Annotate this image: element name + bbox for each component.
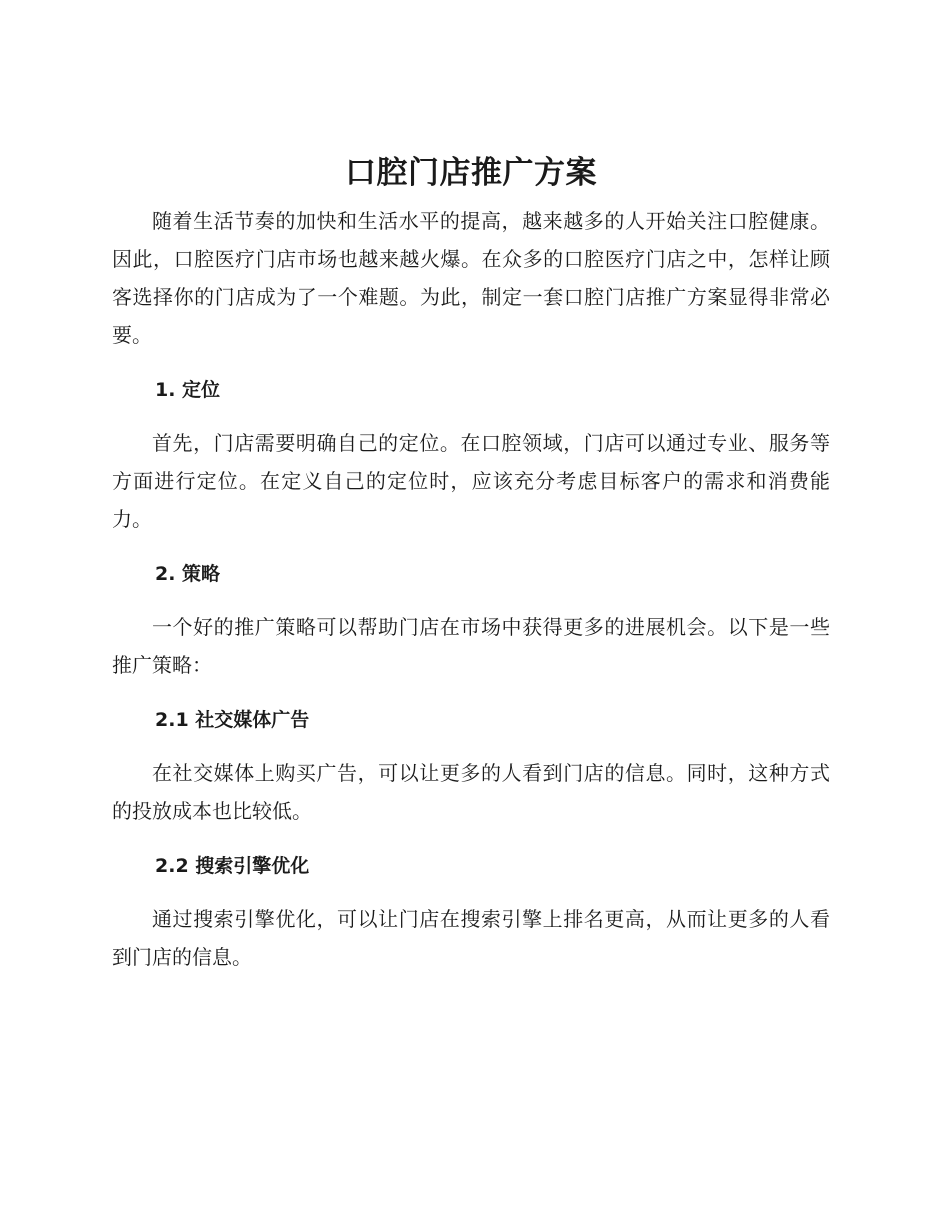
social-media-ads-paragraph: 在社交媒体上购买广告，可以让更多的人看到门店的信息。同时，这种方式的投放成本也比较低。	[112, 761, 830, 823]
section-heading-strategy: 2. 策略	[155, 563, 221, 585]
document-page	[112, 150, 830, 976]
positioning-paragraph: 首先，门店需要明确自己的定位。在口腔领域，门店可以通过专业、服务等方面进行定位。在定义自己的定位时，应该充分考虑目标客户的需求和消费能力。	[112, 431, 830, 531]
document-title: 口腔门店推广方案	[345, 155, 597, 191]
intro-paragraph: 随着生活节奏的加快和生活水平的提高，越来越多的人开始关注口腔健康。因此，口腔医疗门店市场也越来越火爆。在众多的口腔医疗门店之中，怎样让顾客选择你的门店成为了一个难题。为此，制定一套口腔门店推广方案显得非常必要。	[112, 209, 830, 347]
subsection-heading-seo: 2.2 搜索引擎优化	[155, 855, 310, 877]
section-heading-positioning: 1. 定位	[155, 379, 221, 401]
subsection-heading-social-media-ads: 2.1 社交媒体广告	[155, 709, 310, 731]
strategy-paragraph: 一个好的推广策略可以帮助门店在市场中获得更多的进展机会。以下是一些推广策略：	[112, 615, 830, 677]
seo-paragraph: 通过搜索引擎优化，可以让门店在搜索引擎上排名更高，从而让更多的人看到门店的信息。	[112, 907, 830, 969]
